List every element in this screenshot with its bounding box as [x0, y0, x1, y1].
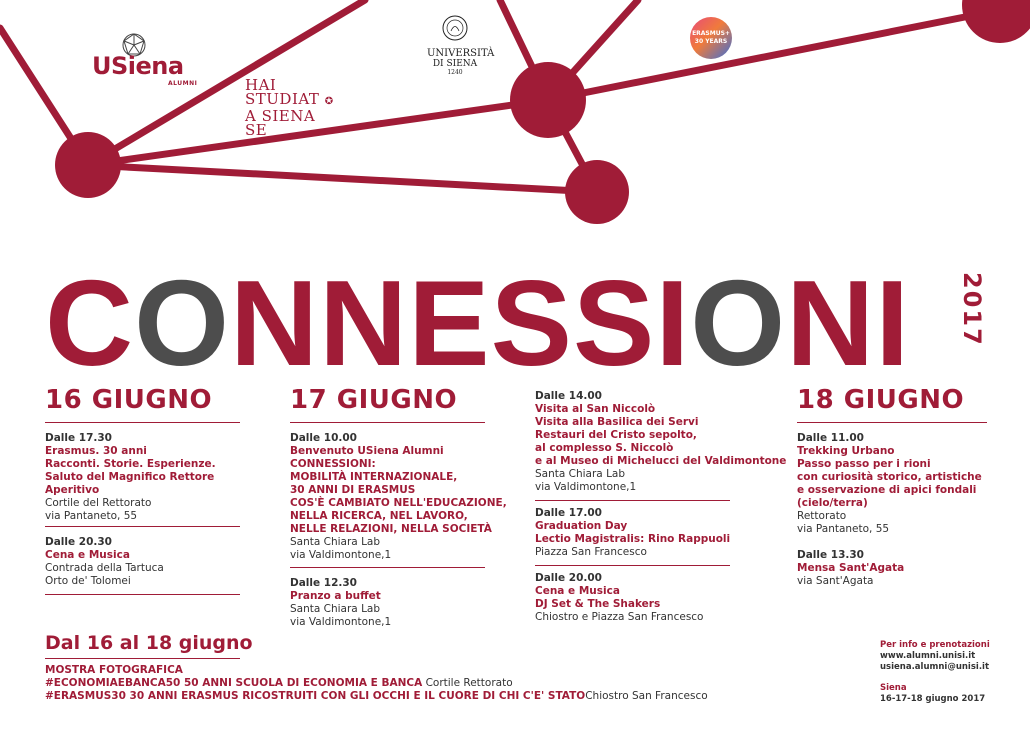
- divider: [797, 422, 987, 423]
- day-heading-16: 16 GIUGNO: [45, 385, 213, 415]
- info-email-link[interactable]: usiena.alumni@unisi.it: [880, 662, 990, 672]
- hai-studiato-logo: [245, 78, 334, 137]
- event-block: Dalle 20.30 Cena e Musica Contrada della Tartuca Orto de' Tolomei: [45, 536, 164, 587]
- divider: [535, 565, 730, 566]
- universita-siena-logo: [427, 14, 495, 76]
- event-block: Dalle 14.00 Visita al San Niccolò Visita alla Basilica dei Servi Restauri del Cristo sepolto, al complesso S. Niccolò e al Museo di Michelucci del Valdimontone Santa Chiara Lab via Valdimontone,1: [535, 390, 787, 493]
- network-graphic: [0, 0, 1030, 260]
- info-block: [880, 640, 990, 705]
- exhibition-block: [45, 664, 708, 703]
- info-heading: Per info e prenotazioni: [880, 640, 990, 650]
- network-node: [55, 132, 121, 198]
- event-block: Dalle 13.30 Mensa Sant'Agata via Sant'Agata: [797, 549, 905, 587]
- hai-line: STUDIAT ✪: [245, 90, 334, 108]
- hai-line: A SIENA: [245, 107, 316, 125]
- network-node: [510, 62, 586, 138]
- event-block: Dalle 10.00 Benvenuto USiena Alumni CONNESSIONI: MOBILITÀ INTERNAZIONALE, 30 ANNI DI ERASMUS COS'È CAMBIATO NELL'EDUCAZIONE, NELLA RICERCA, NEL LAVORO, NELLE RELAZIONI, NELLA SOCIETÀ Santa Chiara Lab via Valdimontone,1: [290, 432, 507, 561]
- erasmus-30-badge: ERASMUS+ 30 YEARS: [690, 17, 732, 59]
- exhibition-line: #ERASMUS30 30 ANNI ERASMUS RICOSTRUITI CON GLI OCCHI E IL CUORE DI CHI C'E' STATOChiostro San Francesco: [45, 690, 708, 702]
- divider: [45, 658, 240, 659]
- title-year: 2017: [958, 272, 986, 347]
- info-dates: 16-17-18 giugno 2017: [880, 694, 986, 704]
- event-block: Dalle 11.00 Trekking Urbano Passo passo per i rioni con curiosità storico, artistiche e osservazione di apici fondali (cielo/terra) Rettorato via Pantaneto, 55: [797, 432, 982, 535]
- universita-line: DI SIENA: [432, 59, 478, 69]
- event-block: Dalle 17.30 Erasmus. 30 anni Racconti. Storie. Esperienze. Saluto del Magnifico Rettore Aperitivo Cortile del Rettorato via Pantaneto, 55: [45, 432, 216, 522]
- info-website-link[interactable]: www.alumni.unisi.it: [880, 651, 976, 661]
- page-title: CONNESSIONI: [45, 255, 911, 391]
- divider: [45, 422, 240, 423]
- hai-line: HAI: [245, 76, 277, 94]
- divider: [535, 500, 730, 501]
- seal-icon: ✪: [324, 96, 334, 107]
- hai-line: SE: [245, 121, 268, 139]
- day-heading-17: 17 GIUGNO: [290, 385, 458, 415]
- universita-line: 1240: [447, 69, 463, 76]
- divider: [45, 594, 240, 595]
- event-block: Dalle 12.30 Pranzo a buffet Santa Chiara Lab via Valdimontone,1: [290, 577, 392, 628]
- divider: [45, 526, 240, 527]
- divider: [290, 567, 485, 568]
- exhibition-heading: Dal 16 al 18 giugno: [45, 632, 253, 654]
- usiena-logo-text: USiena: [92, 52, 184, 80]
- network-node: [962, 0, 1030, 43]
- usiena-logo-subtext: ALUMNI: [168, 80, 198, 87]
- day-heading-18: 18 GIUGNO: [797, 385, 965, 415]
- event-block: Dalle 17.00 Graduation Day Lectio Magistralis: Rino Rappuoli Piazza San Francesco: [535, 507, 731, 558]
- universita-line: UNIVERSITÀ: [427, 48, 495, 59]
- network-node: [565, 160, 629, 224]
- university-seal-icon: [441, 14, 469, 44]
- event-block: Dalle 20.00 Cena e Musica DJ Set & The Shakers Chiostro e Piazza San Francesco: [535, 572, 704, 623]
- exhibition-line: MOSTRA FOTOGRAFICA: [45, 664, 183, 676]
- info-city: Siena: [880, 683, 907, 693]
- exhibition-line: #ECONOMIAEBANCA50 50 ANNI SCUOLA DI ECONOMIA E BANCA Cortile Rettorato: [45, 677, 513, 689]
- divider: [290, 422, 485, 423]
